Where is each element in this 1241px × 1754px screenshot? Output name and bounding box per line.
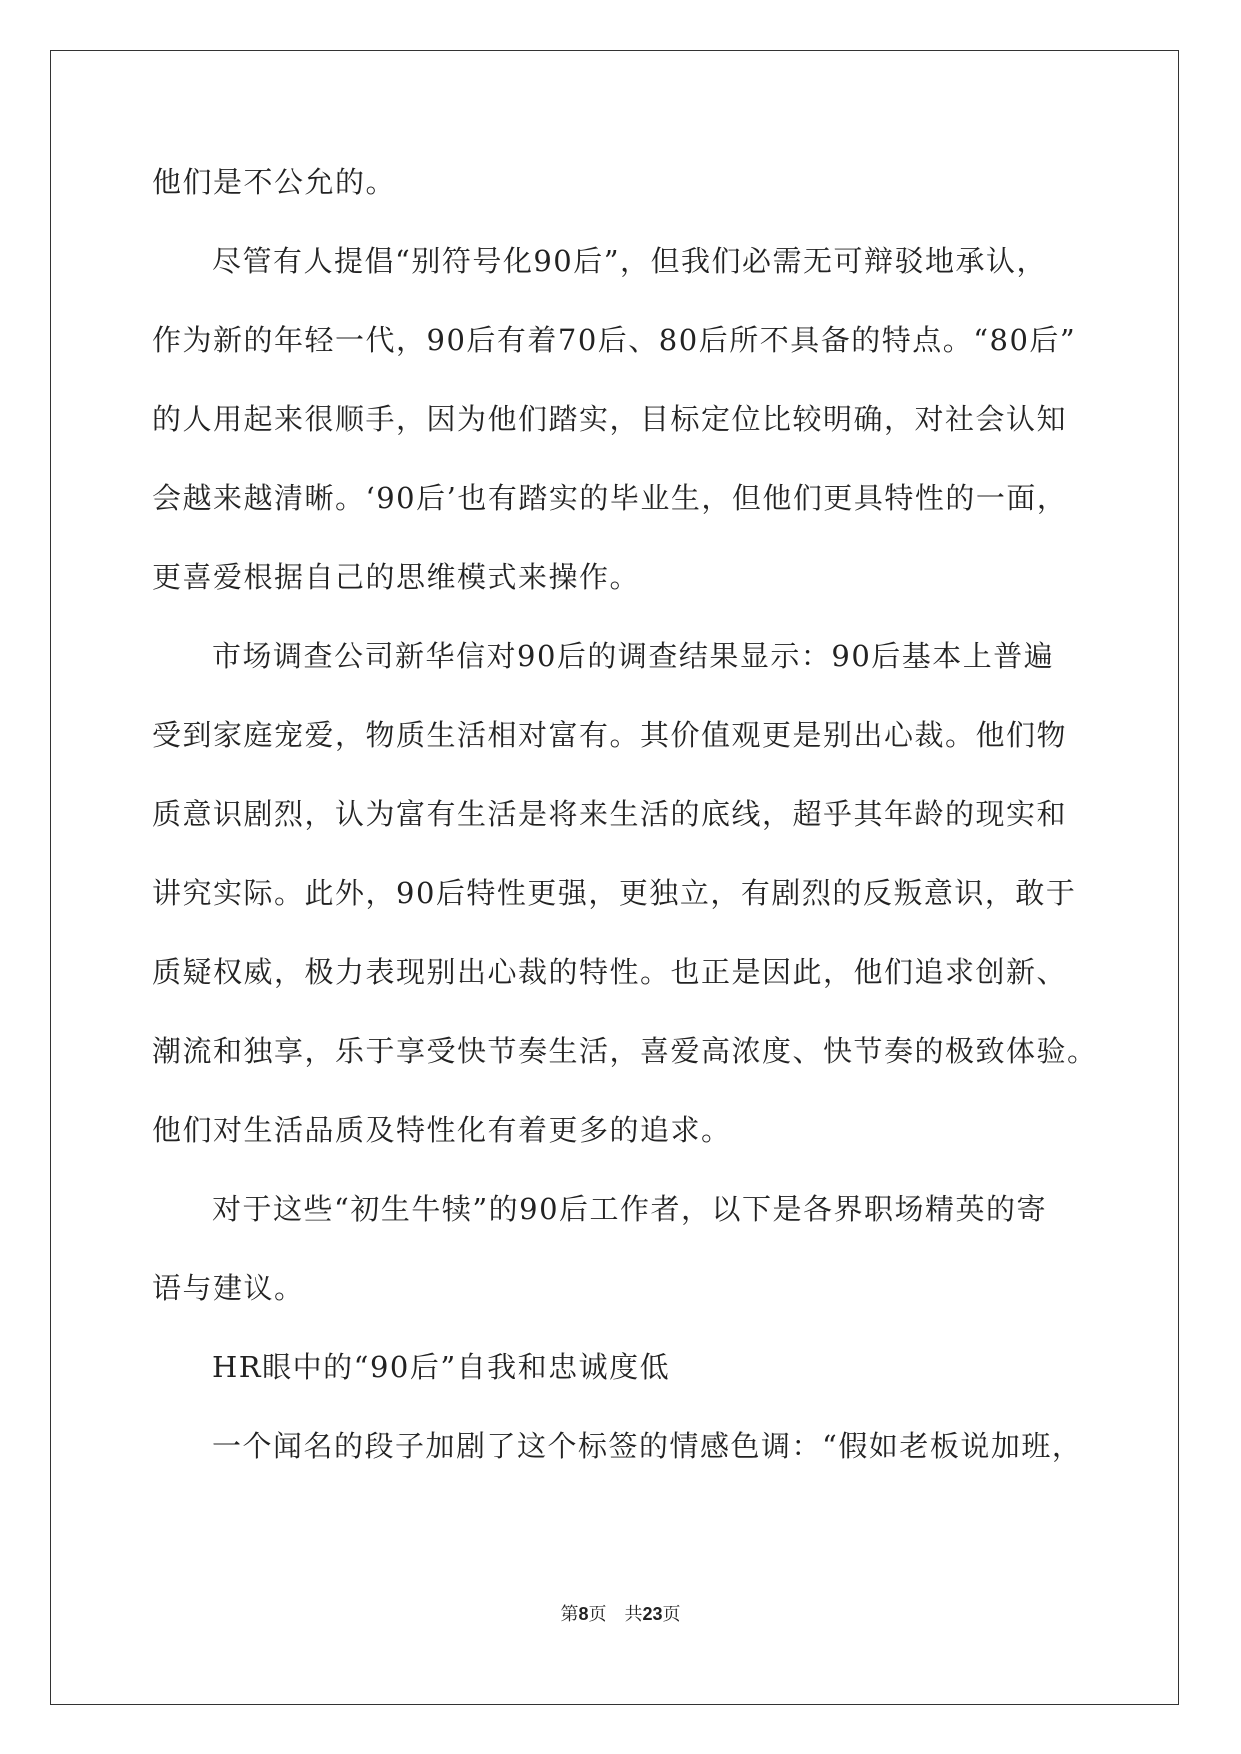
text-line: 讲究实际。此外，90后特性更强，更独立，有剧烈的反叛意识，敢于 — [152, 876, 1077, 910]
text-line: 他们对生活品质及特性化有着更多的追求。 — [152, 1113, 732, 1147]
text-line: 更喜爱根据自己的思维模式来操作。 — [152, 560, 641, 594]
text-line: 会越来越清晰。‘90后’也有踏实的毕业生，但他们更具特性的一面， — [152, 481, 1068, 515]
text-line: 潮流和独享，乐于享受快节奏生活，喜爱高浓度、快节奏的极致体验。 — [152, 1034, 1098, 1068]
text-line: 的人用起来很顺手，因为他们踏实，目标定位比较明确，对社会认知 — [152, 402, 1068, 436]
footer-page-suffix: 页 — [588, 1604, 607, 1625]
section-heading: HR眼中的“90后”自我和忠诚度低 — [212, 1350, 671, 1384]
footer-total-suffix: 页 — [662, 1604, 681, 1625]
text-line: 受到家庭宠爱，物质生活相对富有。其价值观更是别出心裁。他们物 — [152, 718, 1068, 752]
text-line: 对于这些“初生牛犊”的90后工作者，以下是各界职场精英的寄 — [212, 1192, 1048, 1226]
footer-page-prefix: 第 — [560, 1604, 579, 1625]
text-line: 质意识剧烈，认为富有生活是将来生活的底线，超乎其年龄的现实和 — [152, 797, 1068, 831]
text-line: 他们是不公允的。 — [152, 165, 397, 199]
text-line: 尽管有人提倡“别符号化90后”，但我们必需无可辩驳地承认， — [212, 244, 1048, 278]
page-footer — [0, 1600, 1241, 1626]
footer-page-number: 8 — [578, 1604, 589, 1624]
text-line: 质疑权威，极力表现别出心裁的特性。也正是因此，他们追求创新、 — [152, 955, 1068, 989]
text-line: 一个闻名的段子加剧了这个标签的情感色调：“假如老板说加班， — [212, 1429, 1083, 1463]
text-line: 语与建议。 — [152, 1271, 305, 1305]
footer-total-prefix: 共 — [624, 1604, 643, 1625]
text-line: 作为新的年轻一代，90后有着70后、80后所不具备的特点。“80后” — [152, 323, 1077, 357]
text-line: 市场调查公司新华信对90后的调查结果显示：90后基本上普遍 — [212, 639, 1055, 673]
footer-total-pages: 23 — [642, 1604, 663, 1624]
